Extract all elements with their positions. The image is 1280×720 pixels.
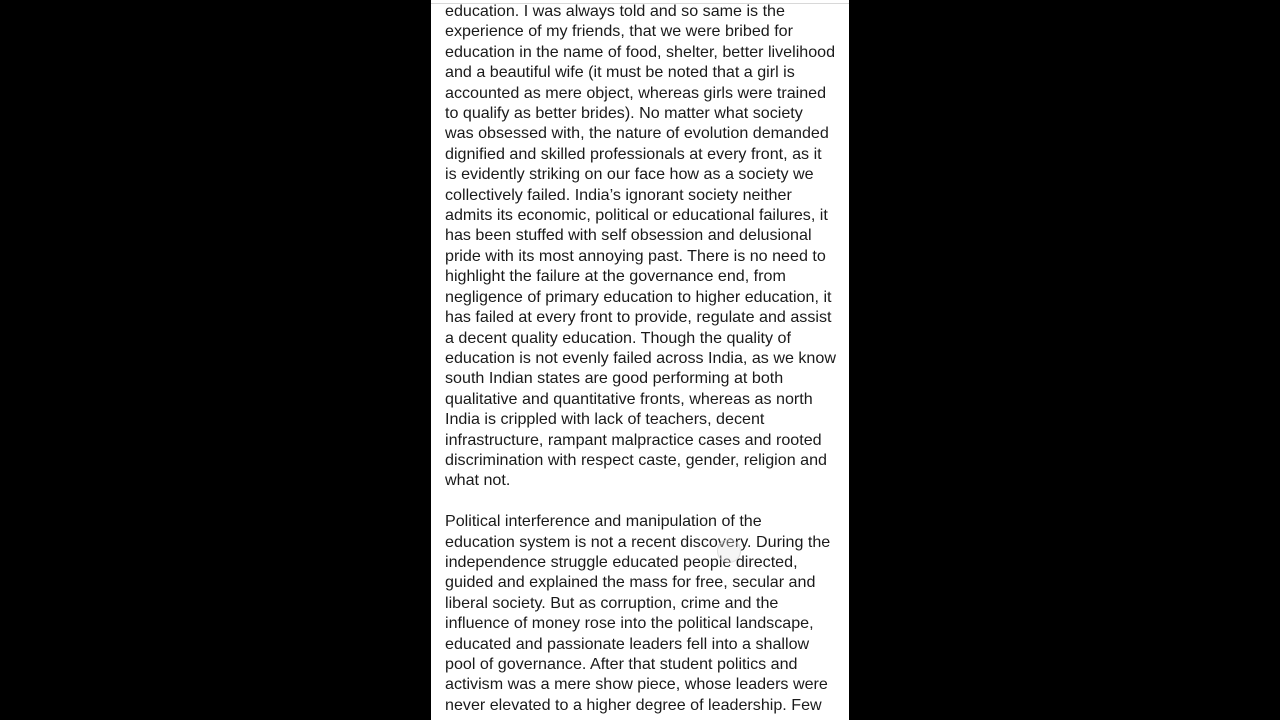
text-line: independence struggle educated people directed,: [445, 552, 798, 571]
text-line: discrimination with respect caste, gender, religion and: [445, 450, 827, 469]
text-line: Political interference and manipulation of the: [445, 512, 762, 531]
text-line: is evidently striking on our face how as a society we: [445, 165, 814, 184]
text-line: south Indian states are good performing at both: [445, 369, 784, 388]
text-line: influence of money rose into the political landscape,: [445, 614, 814, 633]
text-line: education system is not a recent discovery. During the: [445, 532, 831, 551]
text-line: pool of governance. After that student politics and: [445, 654, 798, 673]
text-line: activism was a mere show piece, whose leaders were: [445, 675, 828, 694]
text-line: experience of my friends, that we were bribed for: [445, 22, 793, 41]
text-line: guided and explained the mass for free, secular and: [445, 573, 816, 592]
text-line: India is crippled with lack of teachers, decent: [445, 410, 765, 429]
text-line: to qualify as better brides). No matter what society: [445, 104, 803, 123]
text-line: educated and passionate leaders fell into a shallow: [445, 634, 810, 653]
text-line: was obsessed with, the nature of evolution demanded: [445, 124, 829, 143]
text-line: negligence of primary education to higher education, it: [445, 287, 832, 306]
text-line: accounted as mere object, whereas girls were trained: [445, 83, 827, 102]
text-line: and a beautiful wife (it must be noted that a girl is: [445, 63, 795, 82]
phone-screen: [431, 0, 849, 720]
touch-indicator: [717, 539, 741, 563]
text-line: has failed at every front to provide, regulate and assist: [445, 308, 832, 327]
text-line: has been stuffed with self obsession and delusional: [445, 226, 812, 245]
text-line: pride with its most annoying past. There is no need to: [445, 246, 826, 265]
text-line: collectively failed. India’s ignorant society neither: [445, 185, 792, 204]
text-line: education in the name of food, shelter, better livelihood: [445, 42, 836, 61]
text-line: infrastructure, rampant malpractice cases and rooted: [445, 430, 822, 449]
text-line: liberal society. But as corruption, crime and the: [445, 593, 779, 612]
paragraph-1: [445, 1, 841, 491]
paragraph-2: [445, 511, 841, 715]
text-line: highlight the failure at the governance end, from: [445, 267, 786, 286]
text-line: education is not evenly failed across India, as we know: [445, 348, 836, 367]
text-line: a decent quality education. Though the quality of: [445, 328, 791, 347]
text-line: qualitative and quantitative fronts, whereas as north: [445, 389, 813, 408]
text-line: never elevated to a higher degree of leadership. Few: [445, 695, 822, 714]
text-line: education. I was always told and so same is the: [445, 2, 785, 20]
article-body[interactable]: [445, 1, 841, 720]
text-line: dignified and skilled professionals at every front, as it: [445, 144, 822, 163]
text-line: admits its economic, political or educational failures, it: [445, 206, 828, 225]
text-line: what not.: [445, 471, 511, 490]
